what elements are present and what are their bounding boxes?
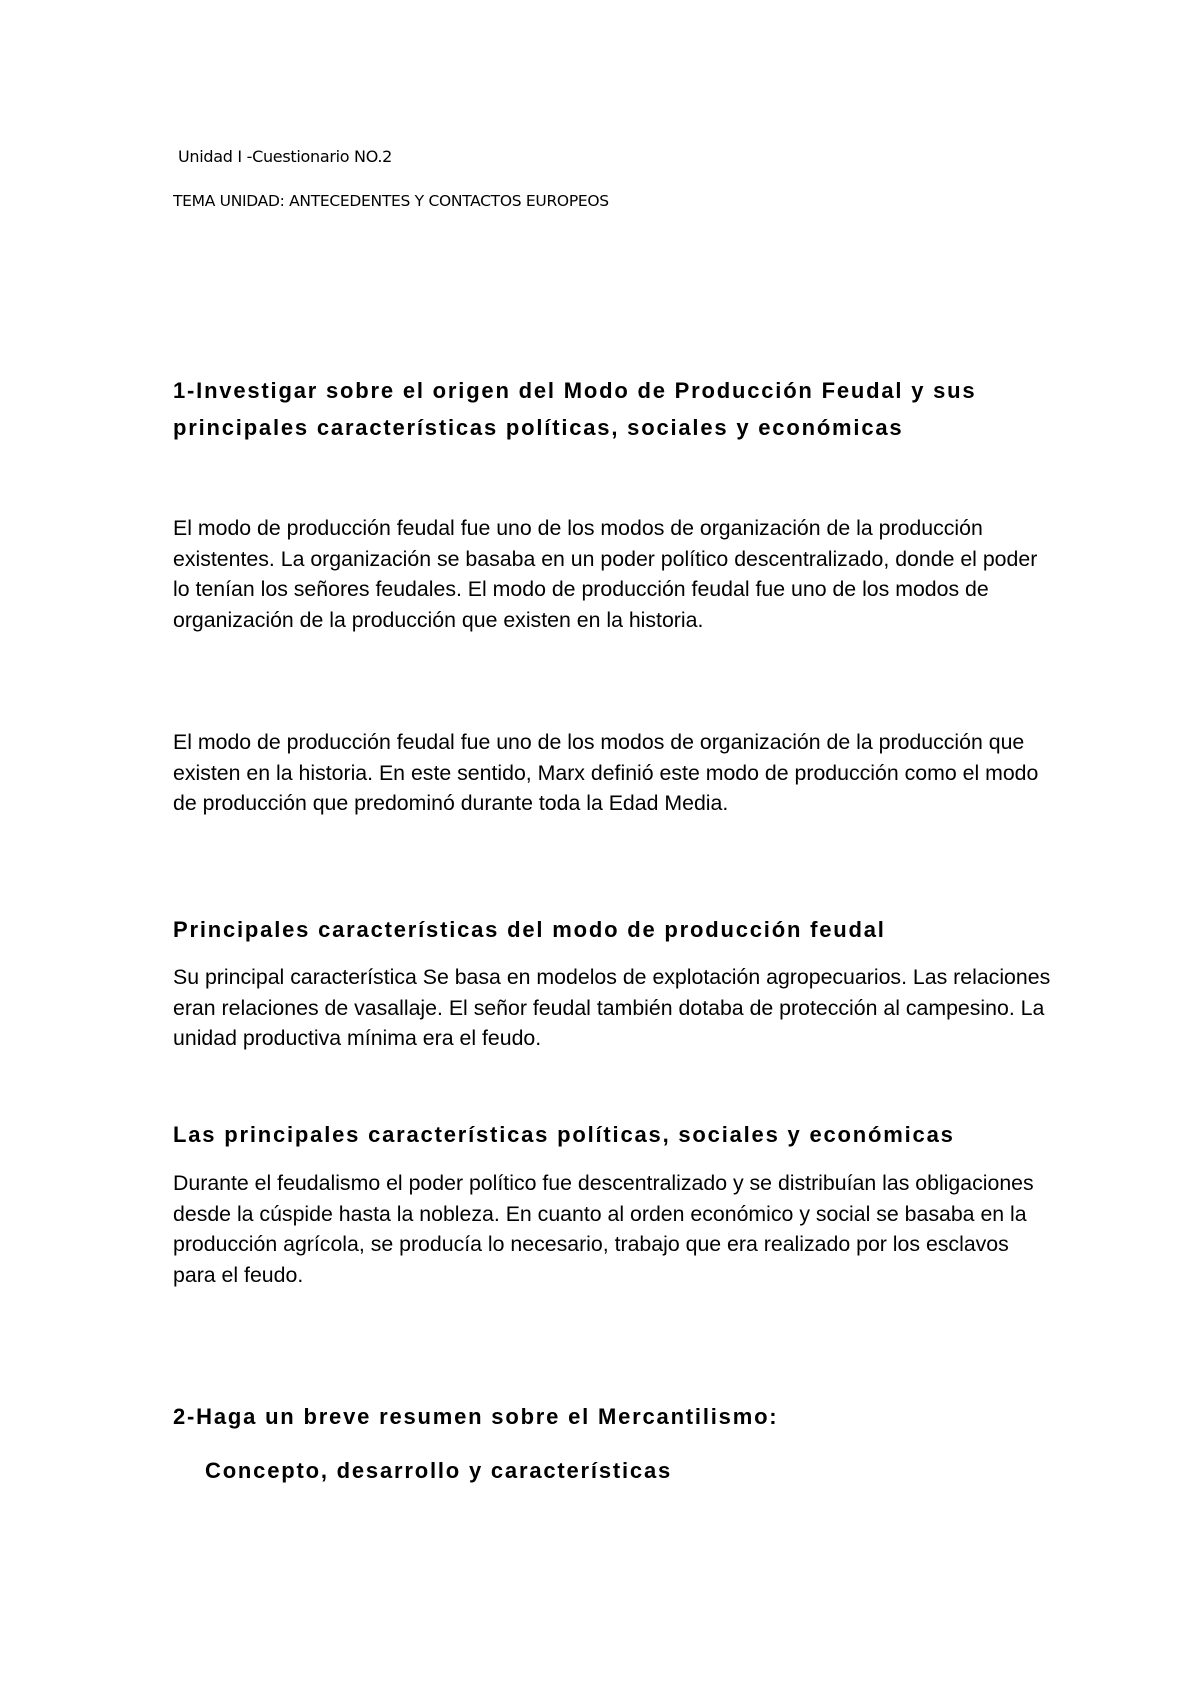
subheading-political-social-economic: Las principales características políticas, sociales y económicas [173, 1122, 955, 1147]
question-2-subheading: Concepto, desarrollo y características [205, 1458, 673, 1483]
unit-topic: TEMA UNIDAD: ANTECEDENTES Y CONTACTOS EUROPEOS [173, 192, 609, 210]
question-1-heading: 1-Investigar sobre el origen del Modo de Producción Feudal y sus principales características políticas, sociales y económicas [173, 378, 977, 440]
document-title: Unidad I -Cuestionario NO.2 [178, 147, 393, 166]
paragraph-4: Durante el feudalismo el poder político fue descentralizado y se distribuían las obligaciones desde la cúspide hasta la nobleza. En cuanto al orden económico y social se basaba en la producción agrícola, se producía lo necesario, trabajo que era realizado por los esclavos para el feudo. [173, 1171, 1034, 1287]
paragraph-2: El modo de producción feudal fue uno de los modos de organización de la producción que existen en la historia. En este sentido, Marx definió este modo de producción como el modo de producción que predominó durante toda la Edad Media. [173, 730, 1039, 815]
question-2-heading: 2-Haga un breve resumen sobre el Mercantilismo: [173, 1404, 779, 1429]
subheading-main-characteristics: Principales características del modo de producción feudal [173, 917, 886, 942]
paragraph-1: El modo de producción feudal fue uno de los modos de organización de la producción existentes. La organización se basaba en un poder político descentralizado, donde el poder lo tenían los señores feudales. El modo de producción feudal fue uno de los modos de organización de la producción que existen en la historia. [173, 516, 1038, 632]
paragraph-3: Su principal característica Se basa en modelos de explotación agropecuarios. Las relaciones eran relaciones de vasallaje. El señor feudal también dotaba de protección al campesino. La unidad productiva mínima era el feudo. [173, 965, 1051, 1050]
